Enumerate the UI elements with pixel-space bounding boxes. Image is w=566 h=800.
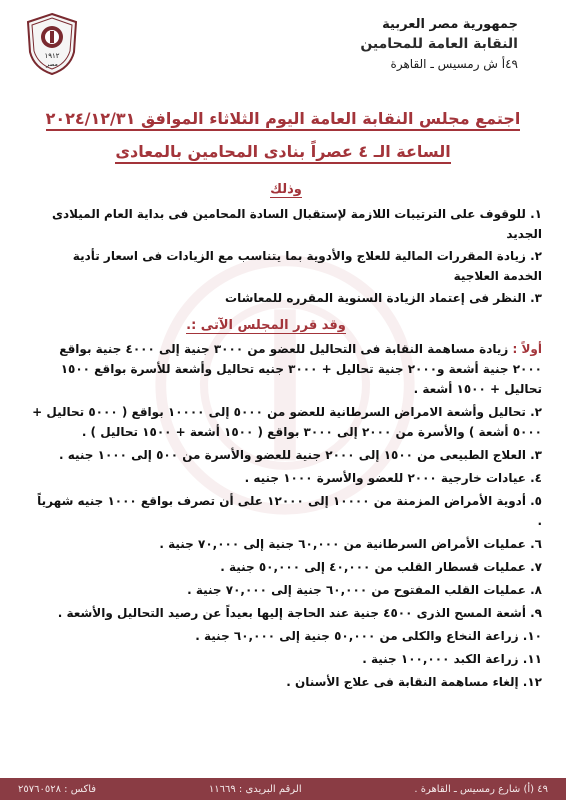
decision-item: ٤. عيادات خارجية ٢٠٠٠ للعضو والأسرة ١٠٠٠ جنيه . xyxy=(244,471,542,485)
meeting-title xyxy=(30,106,536,166)
agenda-item: ٣. النظر فى إعتماد الزيادة السنوية المقرره للمعاشات xyxy=(225,291,542,305)
logo-year: ١٩١٢ xyxy=(44,52,60,60)
decision-item: ٦. عمليات الأمراض السرطانية من ٦٠,٠٠٠ جنية إلى ٧٠,٠٠٠ جنية . xyxy=(159,537,542,551)
title-line-1: اجتمع مجلس النقابة العامة اليوم الثلاثاء الموافق ٢٠٢٤/١٢/٣١ xyxy=(46,109,521,131)
country-name: جمهورية مصر العربية xyxy=(382,17,518,32)
decision-item: ١٢. إلغاء مساهمة النقابة فى علاج الأسنان . xyxy=(286,675,542,689)
first-label: أولاً : xyxy=(512,342,542,356)
footer-address: ٤٩ (أ) شارع رمسيس ـ القاهرة . xyxy=(414,783,548,795)
decision-item: ١١. زراعة الكبد ١٠٠,٠٠٠ جنية . xyxy=(362,652,542,666)
bar-association-logo xyxy=(24,12,80,76)
decision-item: ٨. عمليات القلب المفتوح من ٦٠,٠٠٠ جنية إلى ٧٠,٠٠٠ جنية . xyxy=(187,583,542,597)
letterhead xyxy=(278,16,518,74)
syndicate-name: النقابة العامة للمحامين xyxy=(360,36,518,52)
decision-item-first xyxy=(30,339,542,399)
logo-city: مصر xyxy=(46,61,58,68)
decisions-heading: وقد قرر المجلس الآتى :. xyxy=(186,318,346,333)
agenda-heading: وذلك xyxy=(270,182,302,197)
decision-item: ٩. أشعة المسح الذرى ٤٥٠٠ جنية عند الحاجة إليها بعيداً عن رصيد التحاليل والأشعة . xyxy=(57,606,542,620)
footer-fax: فاكس : ٢٥٧٦٠٥٢٨ xyxy=(18,783,97,795)
footer-postal: الرقم البريدى : ١١٦٦٩ xyxy=(208,783,302,795)
header-address: ٤٩أ ش رمسيس ـ القاهرة xyxy=(390,57,518,71)
title-line-2: الساعة الـ ٤ عصراً بنادى المحامين بالمعادى xyxy=(115,142,450,164)
footer-bar xyxy=(0,778,566,800)
decision-item: ٣. العلاج الطبيعى من ١٥٠٠ إلى ٢٠٠٠ جنية للعضو والأسرة من ٥٠٠ إلى ١٠٠٠ جنيه . xyxy=(59,448,542,462)
decision-item: ١٠. زراعة النخاع والكلى من ٥٠,٠٠٠ جنية إلى ٦٠,٠٠٠ جنية . xyxy=(195,629,542,643)
decision-item: ٢. تحاليل وأشعة الامراض السرطانية للعضو من ٥٠٠٠ إلى ١٠٠٠٠ بواقع ( ٥٠٠٠ تحاليل + ٥٠٠٠ أشعة ) والأسرة من ٢٠٠٠ إلى ٣٠٠٠ بواقع ( ١٥٠٠ أشعة + ١٥٠٠ تحاليل ) . xyxy=(32,405,542,439)
decision-item: ٧. عمليات قسطار القلب من ٤٠,٠٠٠ إلى ٥٠,٠٠٠ جنية . xyxy=(220,560,542,574)
decision-item: ٥. أدوية الأمراض المزمنة من ١٠٠٠٠ إلى ١٢٠٠٠ على أن تصرف بواقع ١٠٠٠ جنيه شهرياً . xyxy=(37,494,542,528)
document-body xyxy=(30,180,542,695)
agenda-item: ٢. زيادة المقررات المالية للعلاج والأدوية بما يتناسب مع الزيادات فى اسعار تأدية الخدمة العلاجية xyxy=(72,249,542,283)
first-decision-text: زيادة مساهمة النقابة فى التحاليل للعضو من ٣٠٠٠ جنية إلى ٤٠٠٠ جنية بواقع ٢٠٠٠ جنية أشعة و٢٠٠٠ جنية تحاليل + ٣٠٠٠ جنيه تحاليل وأشعة للأسرة بواقع ١٥٠٠ تحاليل + ١٥٠٠ أشعة . xyxy=(59,342,542,396)
agenda-item: ١. للوقوف على الترتيبات اللازمة لإستقبال السادة المحامين فى بداية العام الميلادى الجديد xyxy=(52,207,542,241)
